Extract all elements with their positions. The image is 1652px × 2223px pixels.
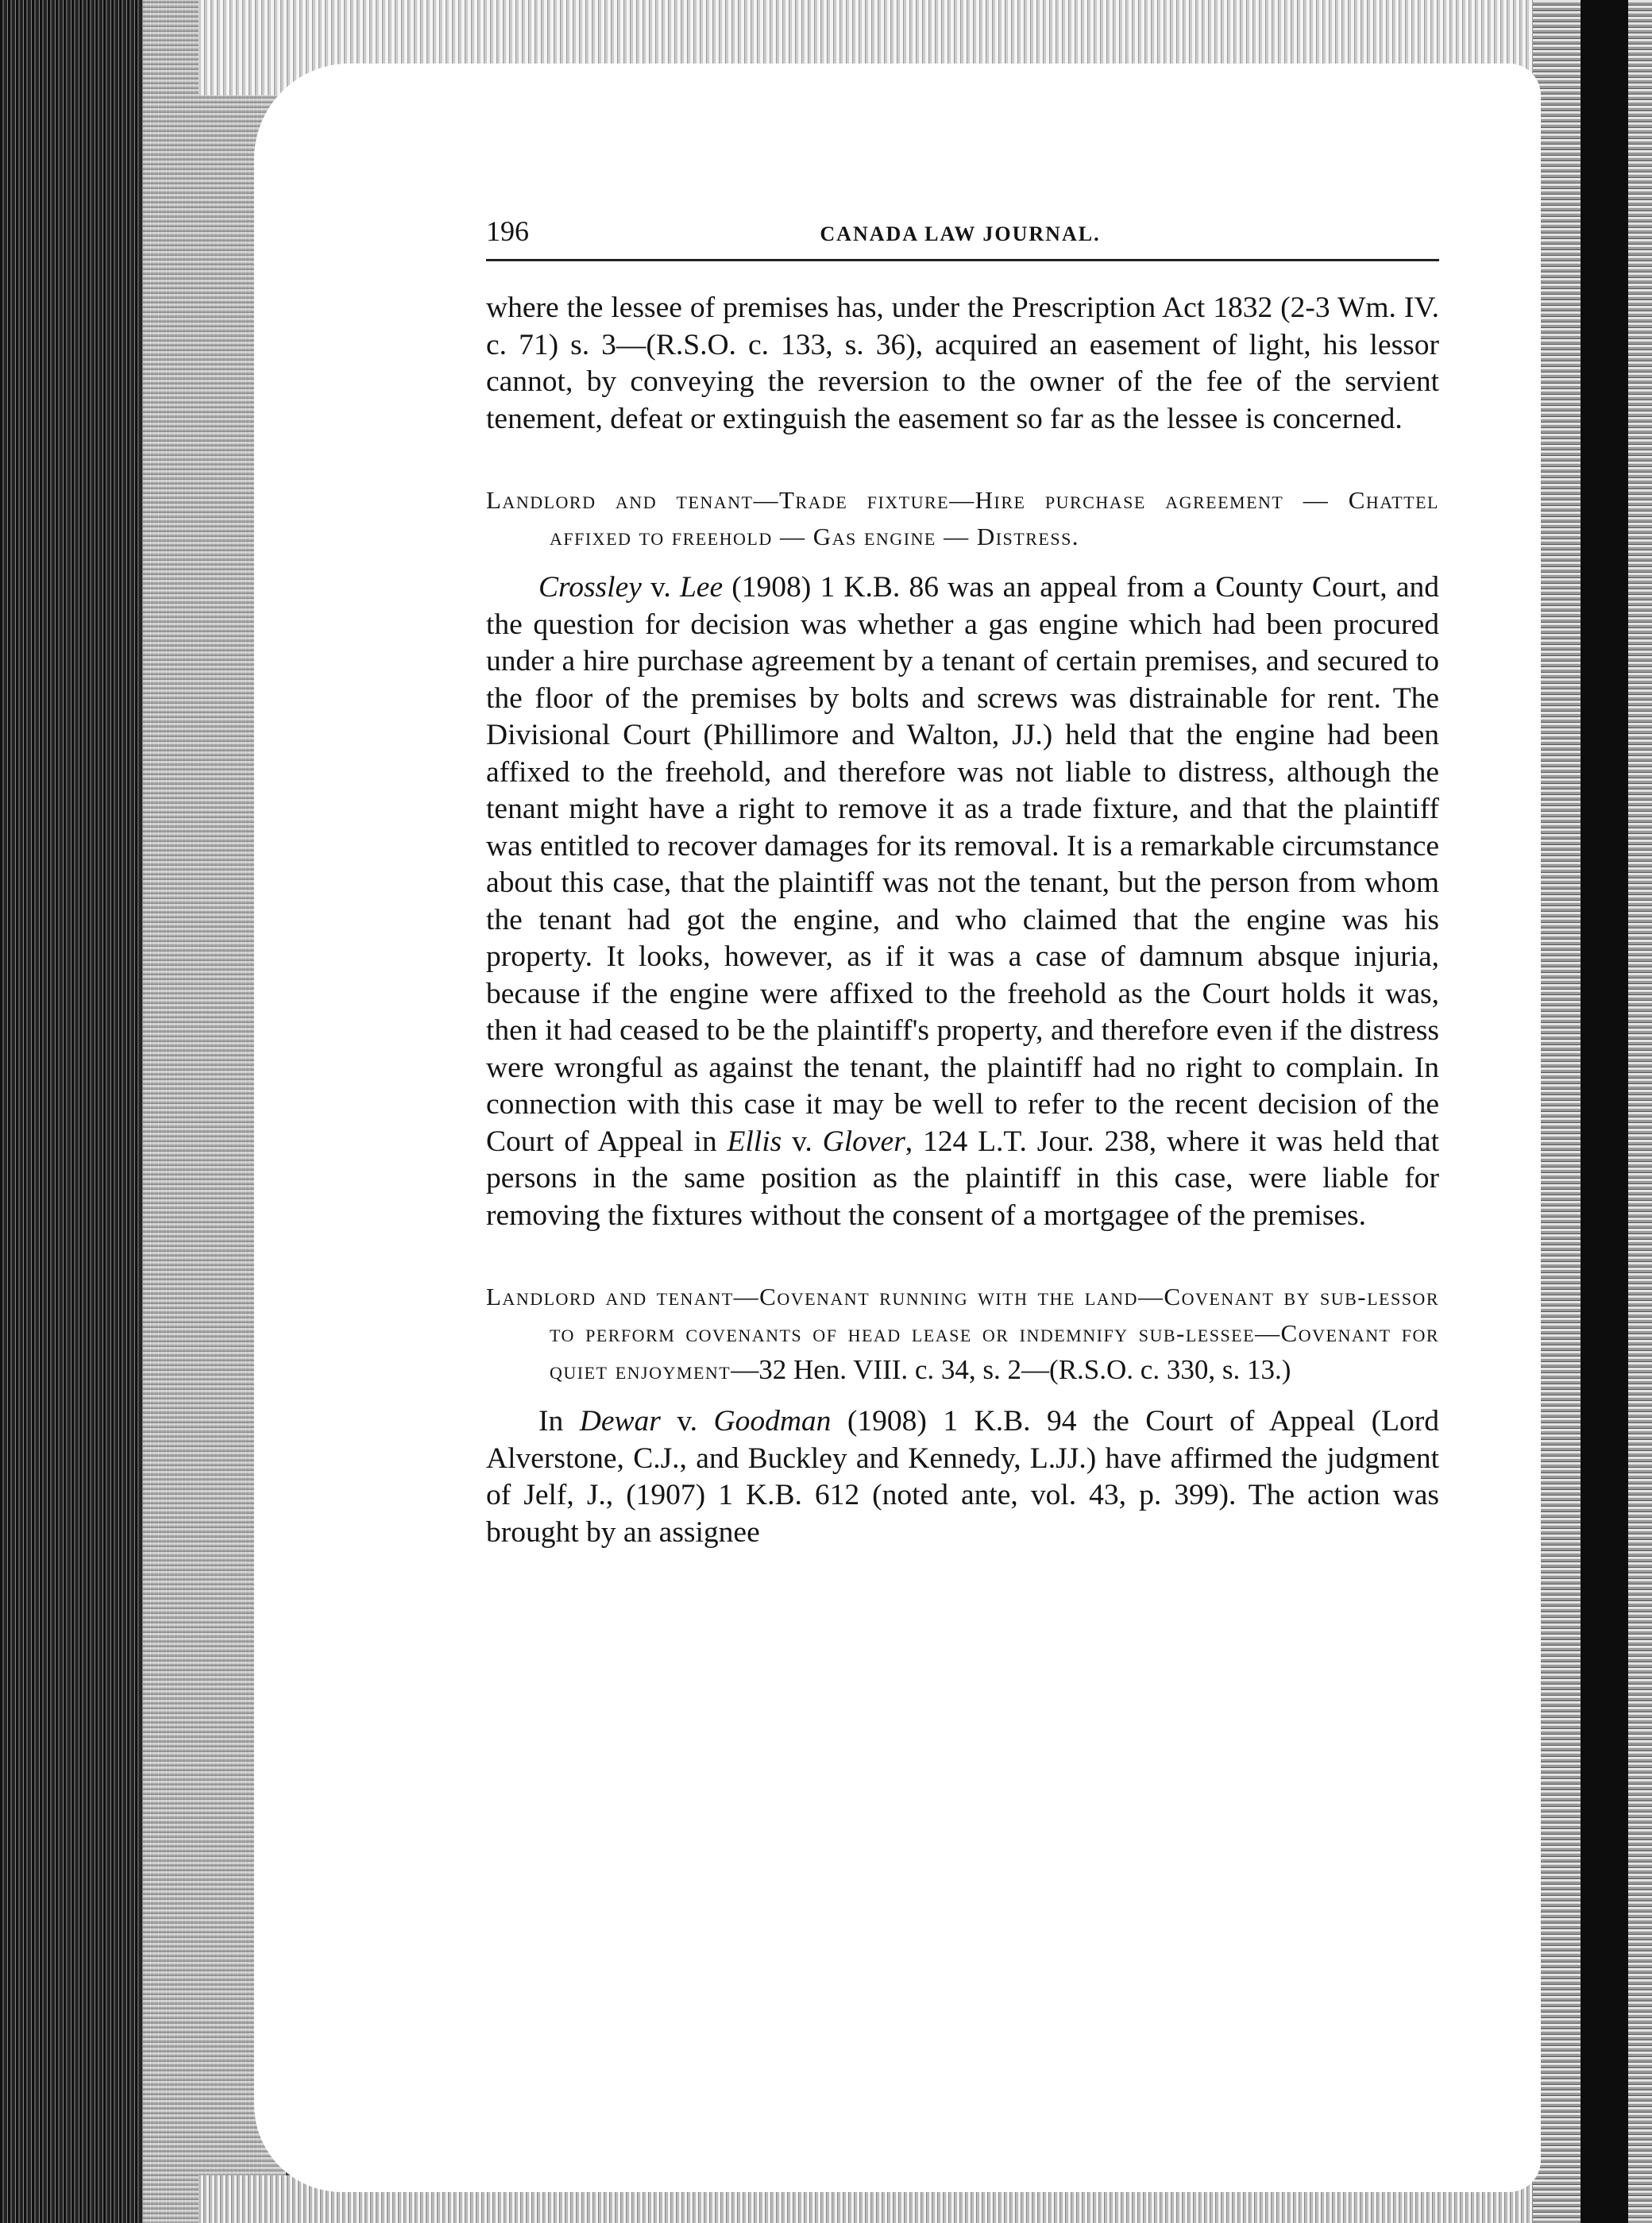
- paragraph-text: (1908) 1 K.B. 86 was an appeal from a County Court, and the question for decision was whether a gas engine which had been procured under a hire purchase agreement by a tenant of certain premises, and secured to the floor of the premises by bolts and screws was distrainable for rent. The Divisional Court (Phillimore and Walton, JJ.) held that the engine had been affixed to the freehold, and therefore was not liable to distress, although the tenant might have a right to remove it as a trade fixture, and that the plaintiff was entitled to recover damages for its removal. It is a remarkable circumstance about this case, that the plaintiff was not the tenant, but the person from whom the tenant had got the engine, and who claimed that the engine was his property. It looks, however, as if it was a case of damnum absque injuria, because if the engine were affixed to the freehold as the Court holds it was, then it had ceased to be the plaintiff's property, and therefore even if the distress were wrongful as against the tenant, the plaintiff had no right to complain. In connection with this case it may be well to refer to the recent decision of the Court of Appeal in: [486, 571, 1439, 1158]
- scan-border-right-edge: [1581, 0, 1628, 2223]
- case-party: Lee: [679, 571, 724, 604]
- case-v: v.: [641, 571, 680, 604]
- paragraph-text: In: [538, 1405, 580, 1438]
- heading-text: Landlord and tenant—Covenant running with the land—Covenant by sub-lessor to perform covenants of head lease or indemnify sub-lessee—Covenant for quiet enjoyment: [486, 1283, 1439, 1384]
- case-party: Dewar: [579, 1405, 661, 1438]
- page-content: [486, 214, 1439, 1551]
- case-party: Goodman: [713, 1405, 832, 1438]
- case-v: v.: [660, 1405, 714, 1438]
- case-party: Ellis: [727, 1125, 782, 1158]
- case-party: Glover: [822, 1125, 905, 1158]
- case-party: Crossley: [538, 571, 642, 604]
- running-head: [486, 214, 1439, 261]
- section-heading-covenant: [486, 1279, 1439, 1389]
- paragraph-text: (1908) 1 K.B. 94 the Court of Appeal (Lord Alverstone, C.J., and Buckley and Kennedy, L.JJ.) have affirmed the judgment of Jelf, J., (1907) 1 K.B. 612 (noted ante, vol. 43, p. 399). The action was brought by an assignee: [486, 1405, 1439, 1549]
- case-v: v.: [782, 1125, 823, 1158]
- paragraph-continued: where the lessee of premises has, under the Prescription Act 1832 (2-3 Wm. IV. c. 71) s. 3—(R.S.O. c. 133, s. 36), acquired an easement of light, his lessor cannot, by conveying the reversion to the owner of the fee of the servient tenement, defeat or extinguish the easement so far as the lessee is concerned.: [486, 291, 1439, 435]
- paragraph-text: , 124 L.T. Jour. 238, where it was held that persons in the same position as the plaintiff in this case, were liable for removing the fixtures without the consent of a mortgagee of the premises.: [486, 1125, 1439, 1232]
- paragraph-crossley-v-lee: [486, 569, 1439, 1234]
- page-number: 196: [486, 215, 529, 247]
- journal-title: CANADA LAW JOURNAL.: [820, 222, 1101, 245]
- section-heading-trade-fixture: Landlord and tenant—Trade fixture—Hire purchase agreement — Chattel affixed to freehold — Gas engine — Distress.: [486, 486, 1439, 550]
- heading-citation: —32 Hen. VIII. c. 34, s. 2—(R.S.O. c. 330, s. 13.): [731, 1354, 1291, 1385]
- paragraph-dewar-v-goodman: [486, 1403, 1439, 1551]
